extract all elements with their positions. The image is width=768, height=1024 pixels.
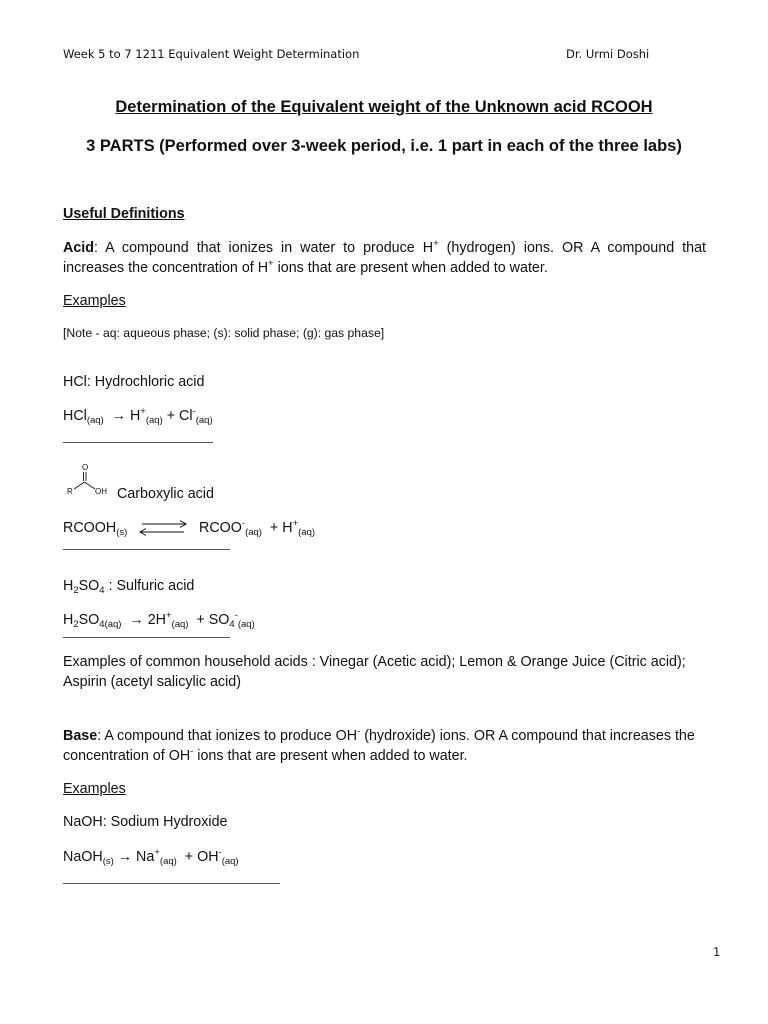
acid-definition: Acid: A compound that ionizes in water to produce H+ (hydrogen) ions. OR A compound that increases the concentration of H+ ions that are present when added to water. — [63, 238, 706, 276]
base-definition: Base: A compound that ionizes to produce OH- (hydroxide) ions. OR A compound that increases the concentration of OH- ions that are present when added to water. — [63, 726, 695, 764]
acid-term: Acid — [63, 240, 94, 256]
base-term: Base — [63, 728, 98, 744]
useful-definitions-heading: Useful Definitions — [63, 206, 185, 222]
equilibrium-arrows-icon — [136, 518, 190, 538]
separator-line — [63, 883, 280, 884]
structure-oh-label: OH — [95, 487, 107, 496]
hcl-equation: $HCl_{(aq)} \to H^+_{(aq)} + Cl^-_{(aq)}$ — [63, 406, 213, 426]
running-header-author: Dr. Urmi Doshi — [566, 47, 650, 61]
document-subtitle: 3 PARTS (Performed over 3-week period, i.e. 1 part in each of the three labs) — [86, 137, 682, 155]
structure-r-label: R — [67, 487, 73, 496]
rcooh-products: $RCOO^-_{(aq)} + H^+_{(aq)}$ — [199, 518, 316, 538]
h2so4-name-suffix: : Sulfuric acid — [104, 578, 195, 594]
phase-note: [Note - aq: aqueous phase; (s): solid phase; (g): gas phase] — [63, 326, 385, 340]
h2so4-name: $H_2SO_4$ : Sulfuric acid — [63, 578, 195, 596]
separator-line — [63, 442, 213, 443]
page-number: 1 — [713, 945, 721, 959]
carboxylic-acid-name: Carboxylic acid — [117, 486, 214, 502]
naoh-equation: NaOH$_{(s)}$ → $Na^+_{(aq)} + OH^-_{(aq)}$ — [63, 847, 239, 867]
hcl-name: HCl: Hydrochloric acid — [63, 374, 205, 390]
structure-o-label: O — [82, 463, 89, 472]
naoh-name: NaOH: Sodium Hydroxide — [63, 814, 228, 830]
running-header-course: Week 5 to 7 1211 Equivalent Weight Determination — [63, 47, 360, 61]
household-acids-text: Examples of common household acids : Vinegar (Acetic acid); Lemon & Orange Juice (Citric acid); Aspirin (acetyl salicylic acid) — [63, 654, 686, 690]
base-examples-heading: Examples — [63, 781, 126, 797]
rcooh-reactant: $RCOOH_{(s)}$ — [63, 520, 128, 538]
h2so4-equation: $H_2SO_{4(aq)} \to 2H^+_{(aq)} + SO_4^-_{(aq)}$ — [63, 610, 255, 630]
carboxylic-acid-structure — [63, 462, 115, 498]
separator-line — [63, 637, 230, 638]
document-title: Determination of the Equivalent weight of the Unknown acid RCOOH — [115, 98, 653, 116]
acid-examples-heading: Examples — [63, 293, 126, 309]
separator-line — [63, 549, 230, 550]
